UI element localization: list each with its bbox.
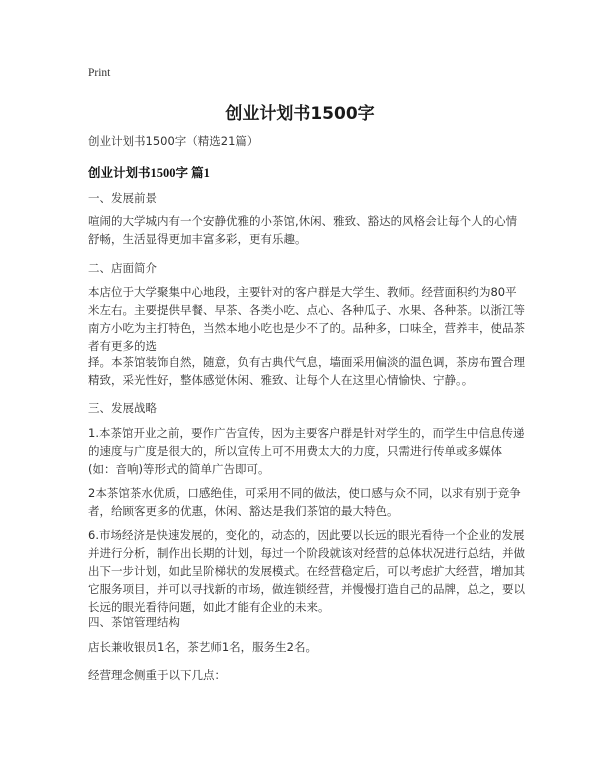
document-subtitle: 创业计划书1500字（精选21篇）	[88, 134, 259, 148]
paragraph-text: 本店位于大学聚集中心地段，主要针对的客户群是大学生、教师。经营面积约为80平米左右。主要提供早餐、早茶、各类小吃、点心、各种瓜子、水果、各种茶。以浙江等南方小吃为主打特色，当然本地小吃也是少不了的。品种多，口味全，营养丰，使品茶者有更多的选	[88, 285, 525, 353]
paragraph-text: 1.本茶馆开业之前，要作广告宣传，因为主要客户群是针对学生的，而学生中信息传递的速度与广度是很大的，所以宣传上可不用费太大的力度，只需进行传单或多媒体(如：音响)等形式的简单广告即可。	[88, 426, 525, 476]
print-label: Print	[88, 67, 111, 79]
paragraph-strategy-2	[88, 484, 528, 520]
paragraph-development-prospects	[88, 212, 528, 248]
paragraph-store-intro-2	[88, 353, 528, 389]
section-heading-development-prospects: 一、发展前景	[88, 191, 157, 205]
paragraph-strategy-3	[88, 526, 528, 616]
paragraph-store-intro-1	[88, 283, 528, 355]
paragraph-management-1	[88, 638, 528, 656]
paragraph-text: 店长兼收银员1名，茶艺师1名，服务生2名。	[88, 640, 317, 654]
section-heading-store-intro: 二、店面简介	[88, 261, 157, 275]
article-heading: 创业计划书1500字 篇1	[88, 166, 210, 180]
paragraph-strategy-1	[88, 424, 528, 478]
paragraph-text: 6.市场经济是快速发展的，变化的，动态的，因此要以长远的眼光看待一个企业的发展并进行分析，制作出长期的计划，每过一个阶段就该对经营的总体状况进行总结，并做出下一步计划，如此呈阶梯状的发展模式。在经营稳定后，可以考虑扩大经营，增加其它服务项目，并可以寻找新的市场，做连锁经营，并慢慢打造自己的品牌，总之，要以长远的眼光看待问题，如此才能有企业的未来。	[88, 528, 525, 614]
paragraph-text: 2本茶馆茶水优质，口感绝佳，可采用不同的做法，使口感与众不同，以求有别于竞争者，给顾客更多的优惠，休闲、豁达是我们茶馆的最大特色。	[88, 486, 521, 518]
paragraph-management-2	[88, 666, 528, 684]
paragraph-text: 择。本茶馆装饰自然，随意，负有古典代气息，墙面采用偏淡的温色调，茶房布置合理精致，采光性好，整体感觉休闲、雅致、让每个人在这里心情愉快、宁静。。	[88, 355, 525, 387]
document-title: 创业计划书1500字	[225, 104, 375, 124]
section-heading-strategy: 三、发展战略	[88, 401, 157, 415]
paragraph-text: 喧闹的大学城内有一个安静优雅的小茶馆,休闲、雅致、豁达的风格会让每个人的心情舒畅，生活显得更加丰富多彩，更有乐趣。	[88, 214, 518, 246]
section-heading-management: 四、茶馆管理结构	[88, 615, 180, 629]
paragraph-text: 经营理念侧重于以下几点：	[88, 668, 226, 682]
